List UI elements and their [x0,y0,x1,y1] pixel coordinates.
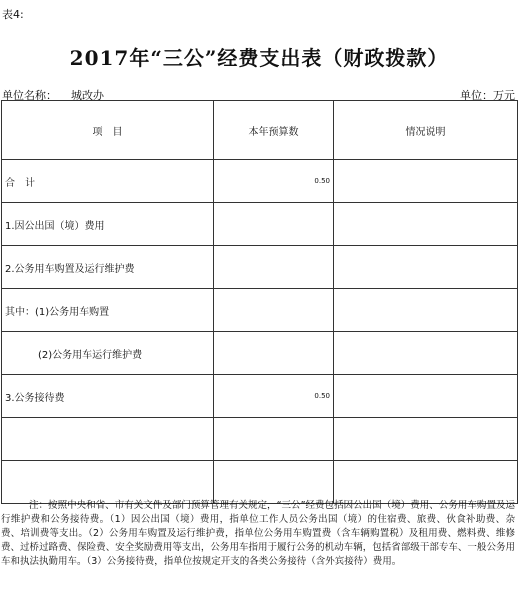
unit-name-label: 单位名称： [2,89,57,102]
column-header-item: 项 目 [2,101,214,160]
row-budget-cell [214,289,334,332]
row-item-cell: (2)公务用车运行维护费 [2,332,214,375]
row-budget-cell [214,418,334,461]
row-item-cell: 3.公务接待费 [2,375,214,418]
row-item-cell [2,461,214,504]
row-note-cell [334,461,518,504]
currency-unit-label: 单位：万元 [460,89,515,102]
row-item-cell: 合 计 [2,160,214,203]
table-row [2,160,518,203]
row-note-cell [334,246,518,289]
page-title: 2017年“三公”经费支出表（财政拨款） [69,46,449,70]
row-note-cell [334,375,518,418]
table-row [2,332,518,375]
column-header-budget: 本年预算数 [214,101,334,160]
table-row [2,246,518,289]
row-budget-cell: 0.50 [214,160,334,203]
unit-name-value: 城改办 [71,89,104,102]
row-budget-cell [214,332,334,375]
row-budget-cell [214,246,334,289]
row-note-cell [334,160,518,203]
table-header-row [2,101,518,160]
budget-table [1,100,518,504]
table-row [2,418,518,461]
column-header-note: 情况说明 [334,101,518,160]
row-note-cell [334,418,518,461]
table-row [2,289,518,332]
table-number-label: 表4: [2,8,24,21]
row-budget-cell: 0.50 [214,375,334,418]
row-note-cell [334,332,518,375]
row-note-cell [334,289,518,332]
row-item-cell: 1.因公出国（境）费用 [2,203,214,246]
table-row [2,203,518,246]
table-row [2,461,518,504]
row-note-cell [334,203,518,246]
table-row [2,375,518,418]
row-item-cell [2,418,214,461]
row-budget-cell [214,203,334,246]
row-item-cell: 2.公务用车购置及运行维护费 [2,246,214,289]
row-item-cell: 其中：(1)公务用车购置 [2,289,214,332]
footnote: 注：按照中央和省、市有关文件及部门预算管理有关规定，“三公”经费包括因公出国（境）费用、公务用车购置及运行维护费和公务接待费。（1）因公出国（境）费用，指单位工作人员公务出国（境）的住宿费、旅费、伙食补助费、杂费、培训费等支出。（2）公务用车购置及运行维护费，指单位公务用车购置费（含车辆购置税）及租用费、燃料费、维修费、过桥过路费、保险费、安全奖励费用等支出，公务用车指用于履行公务的机动车辆，包括省部级干部专车、一般公务用车和执法执勤用车。（3）公务接待费，指单位按规定开支的各类公务接待（含外宾接待）费用。 [1,500,515,567]
row-budget-cell [214,461,334,504]
